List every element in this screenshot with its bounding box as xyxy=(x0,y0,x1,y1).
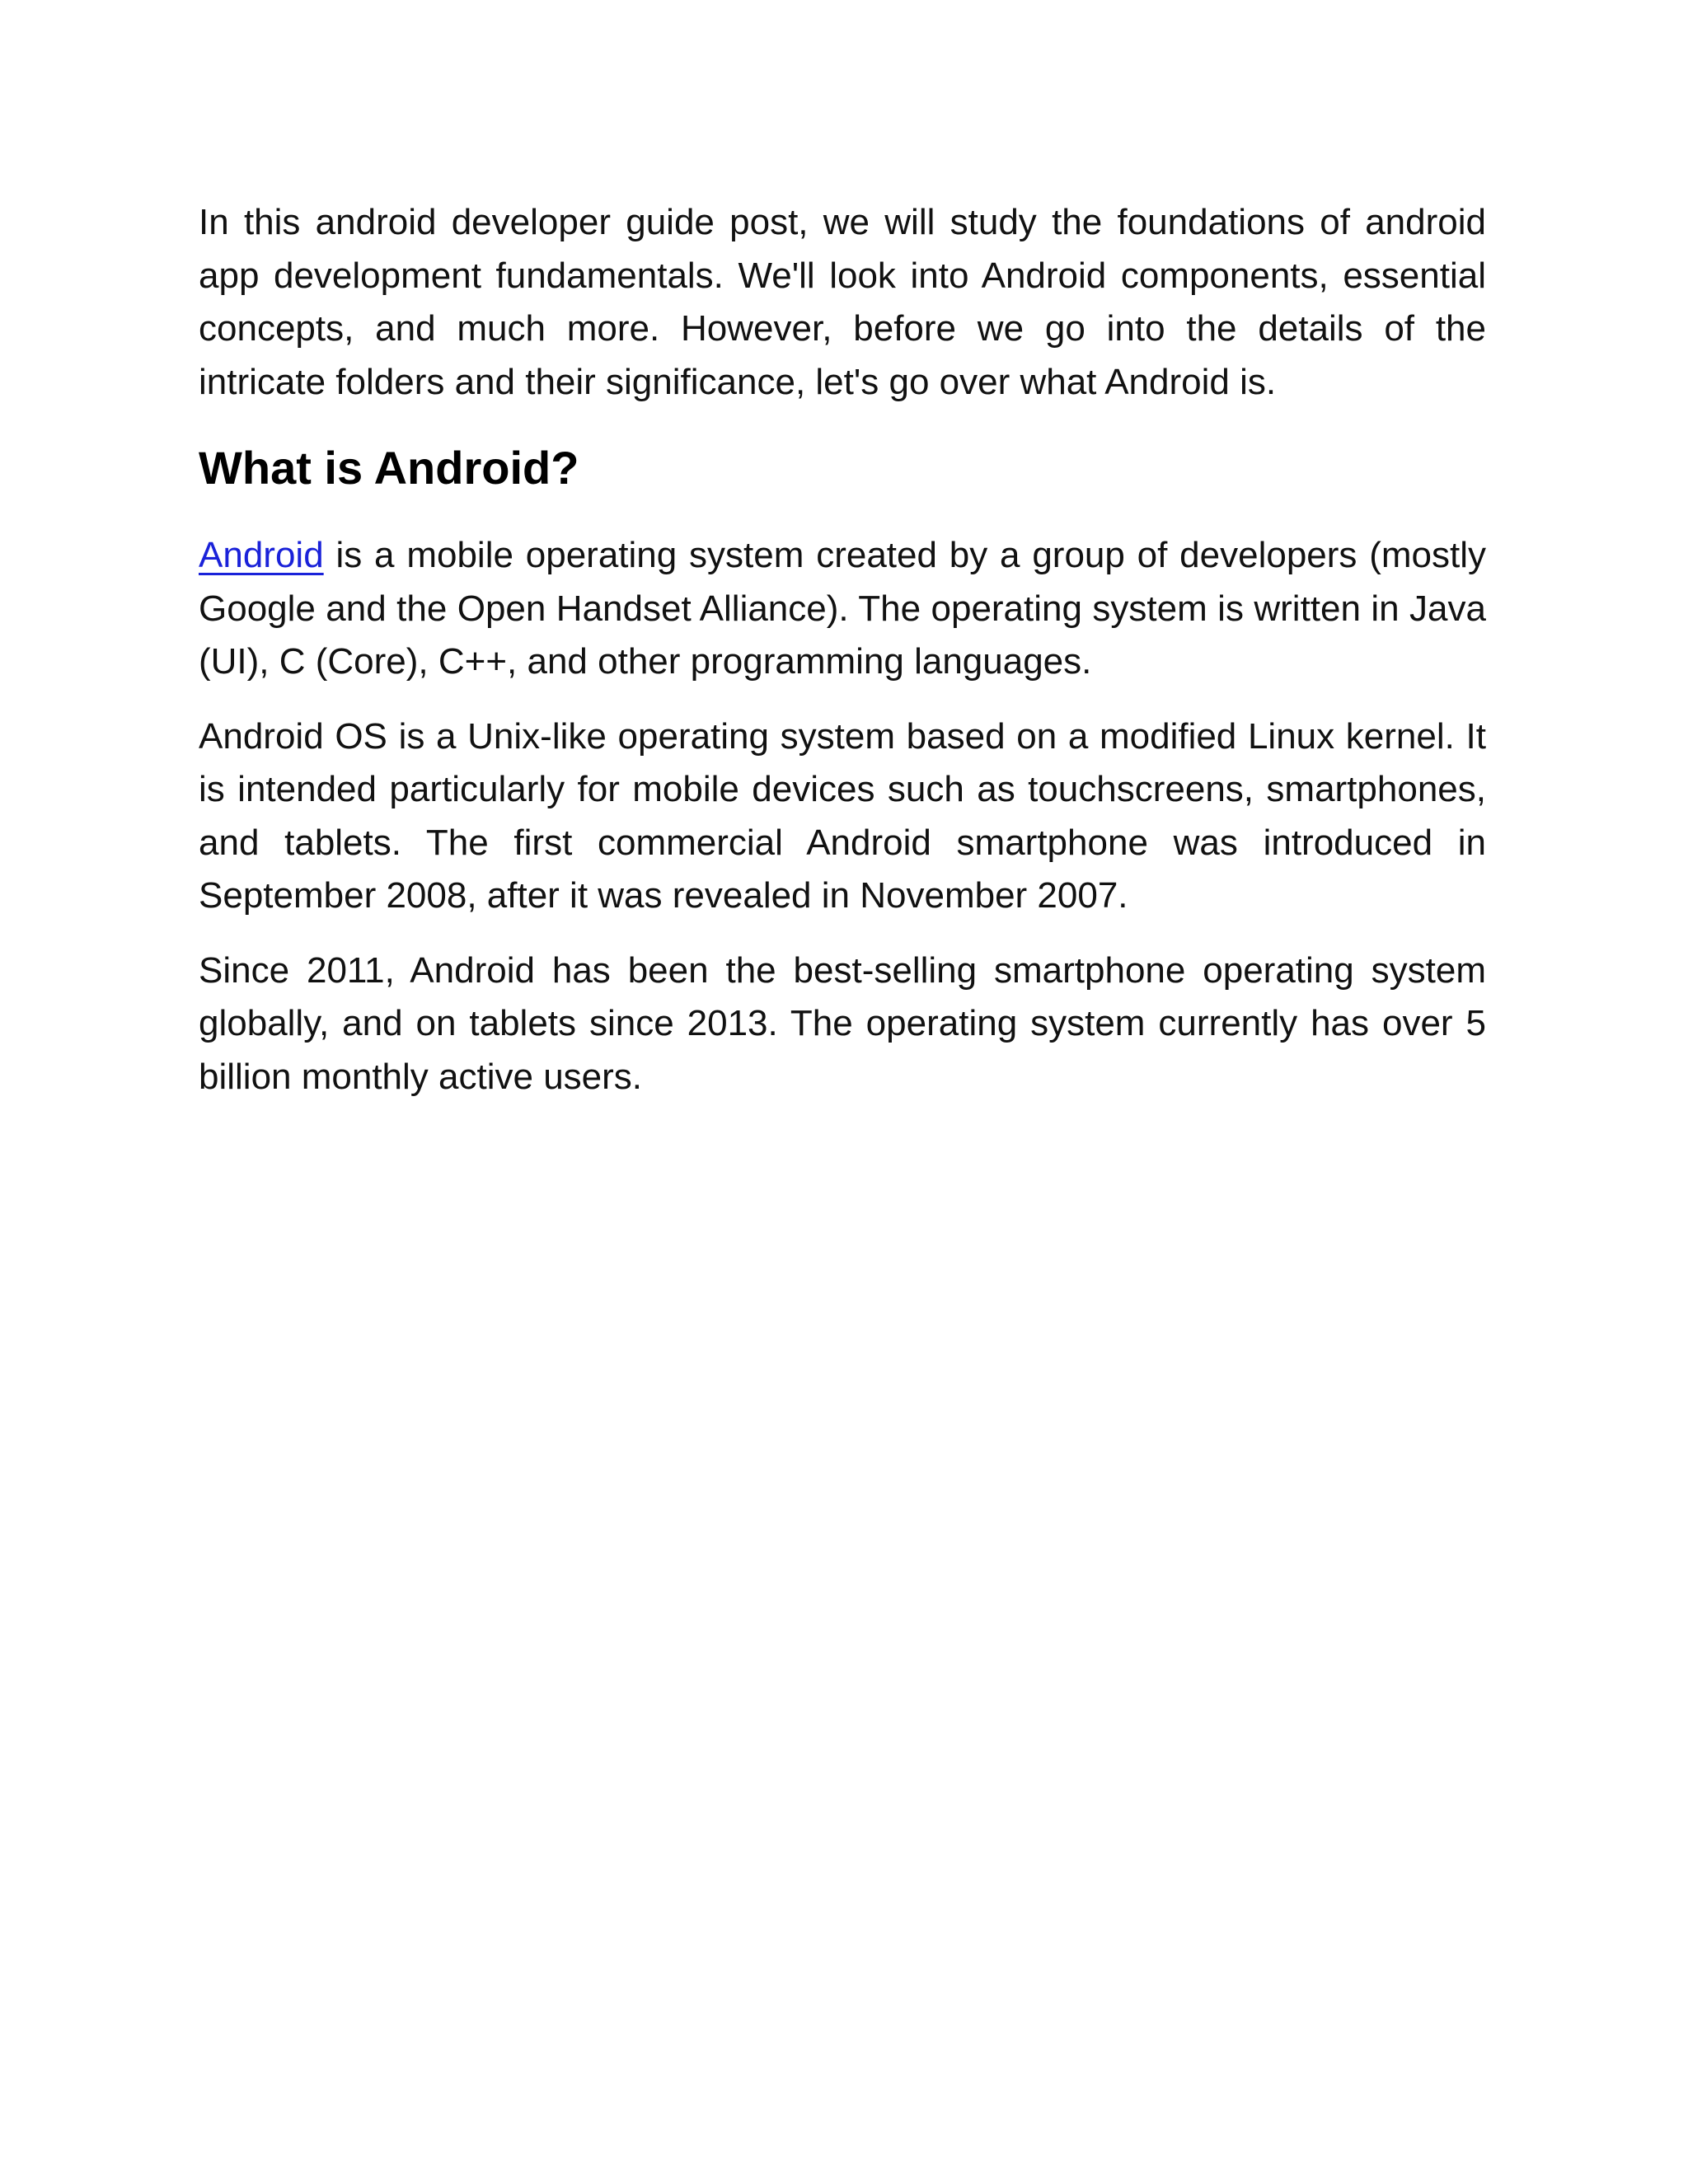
paragraph-android-definition xyxy=(199,529,1486,689)
intro-paragraph: In this android developer guide post, we will study the foundations of android app development fundamentals. We'll look into Android components, essential concepts, and much more. However, before we go into the details of the intricate folders and their significance, let's go over what Android is. xyxy=(199,202,1486,402)
section-heading: What is Android? xyxy=(199,442,579,494)
android-link[interactable]: Android xyxy=(199,535,324,575)
paragraph-android-popularity: Since 2011, Android has been the best-selling smartphone operating system globally, and on tablets since 2013. The operating system currently has over 5 billion monthly active users. xyxy=(199,949,1486,1097)
article-body xyxy=(199,196,1486,1104)
paragraph-android-definition-text: is a mobile operating system created by a group of developers (mostly Google and the Open Handset Alliance). The operating system is written in Java (UI), C (Core), C++, and other programming languages. xyxy=(199,535,1486,682)
paragraph-android-os: Android OS is a Unix-like operating system based on a modified Linux kernel. It is intended particularly for mobile devices such as touchscreens, smartphones, and tablets. The first commercial Android smartphone was introduced in September 2008, after it was revealed in November 2007. xyxy=(199,715,1486,916)
